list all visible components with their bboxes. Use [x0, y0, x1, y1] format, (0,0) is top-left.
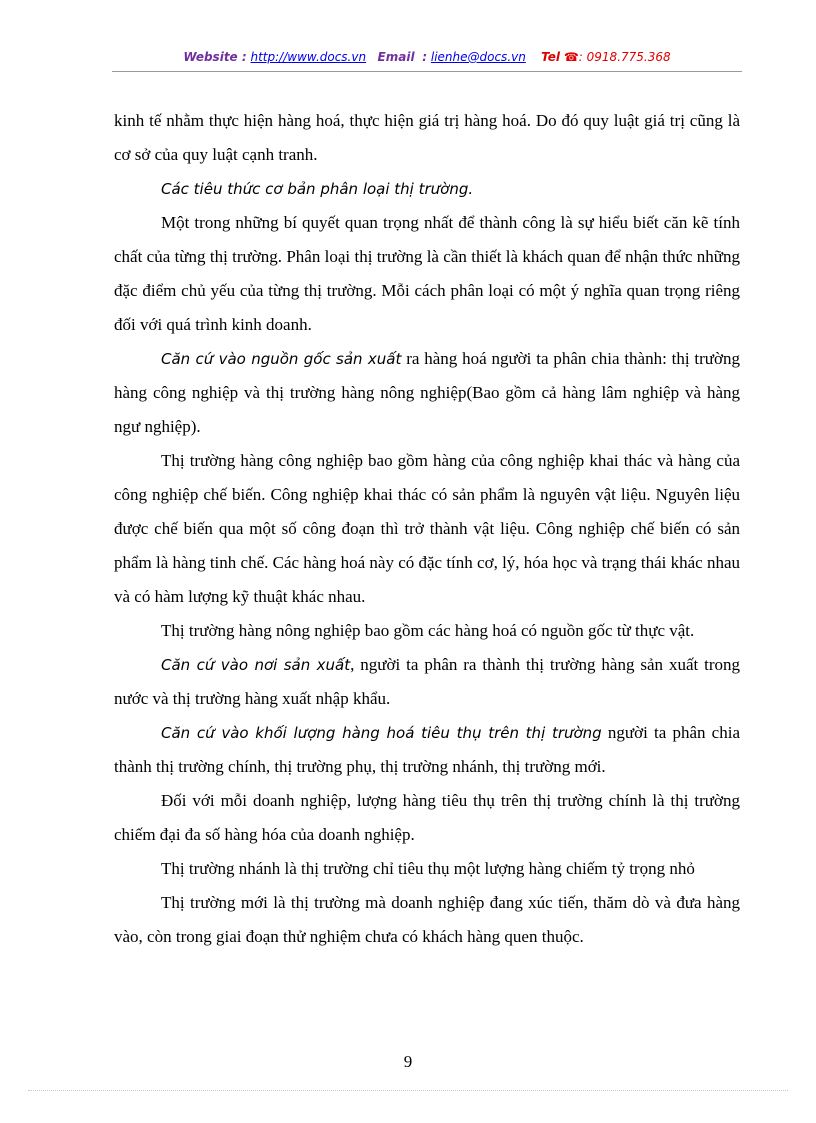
tel-label: Tel — [541, 50, 560, 64]
telephone-icon: ☎ — [563, 50, 579, 64]
page-number: 9 — [403, 1052, 413, 1071]
tel-colon: : — [578, 50, 583, 64]
paragraph-7 — [114, 648, 740, 716]
section-heading-text: Các tiêu thức cơ bản phân loại thị trường. — [161, 180, 474, 198]
email-label: Email — [377, 50, 415, 64]
tel-number: 0918.775.368 — [586, 50, 671, 64]
paragraph-7-italic: Căn cứ vào nơi sản xuất — [161, 656, 351, 674]
section-heading — [114, 172, 740, 206]
header-divider — [112, 71, 742, 72]
footer-divider — [28, 1090, 788, 1091]
paragraph-6: Thị trường hàng nông nghiệp bao gồm các hàng hoá có nguồn gốc từ thực vật. — [161, 621, 695, 640]
paragraph-7-text: , người ta phân ra thành thị trường hàng sản xuất trong nước và thị trường hàng xuất nhập khẩu. — [114, 655, 741, 708]
paragraph-8-text: người ta phân chia thành thị trường chính, thị trường phụ, thị trường nhánh, thị trường mới. — [114, 723, 740, 776]
paragraph-4-text: ra hàng hoá người ta phân chia thành: thị trường hàng công nghiệp và thị trường hàng nông nghiệp(Bao gồm cả hàng lâm nghiệp và hàng ngư nghiệp). — [114, 349, 740, 436]
page-header — [112, 50, 742, 64]
email-link[interactable]: lienhe@docs.vn — [430, 50, 526, 64]
paragraph-4 — [114, 342, 740, 444]
paragraph-10: Thị trường nhánh là thị trường chỉ tiêu thụ một lượng hàng chiếm tỷ trọng nhỏ — [161, 859, 695, 878]
website-link[interactable]: http://www.docs.vn — [250, 50, 367, 64]
paragraph-1: kinh tế nhằm thực hiện hàng hoá, thực hiện giá trị hàng hoá. Do đó quy luật giá trị cũng là cơ sở của quy luật cạnh tranh. — [114, 111, 740, 164]
paragraph-8 — [114, 716, 740, 784]
email-separator: : — [422, 50, 428, 64]
document-body — [114, 104, 740, 954]
paragraph-8-italic: Căn cứ vào khối lượng hàng hoá tiêu thụ trên thị trường — [161, 724, 602, 742]
website-label: Website : — [183, 50, 247, 64]
paragraph-4-italic: Căn cứ vào nguồn gốc sản xuất — [161, 350, 402, 368]
paragraph-5: Thị trường hàng công nghiệp bao gồm hàng của công nghiệp khai thác và hàng của công nghiệp chế biến. Công nghiệp khai thác có sản phẩm là nguyên vật liệu. Nguyên liệu được chế biến qua một số công đoạn thì trở thành vật liệu. Công nghiệp chế biến có sản phẩm là hàng tinh chế. Các hàng hoá này có đặc tính cơ, lý, hóa học và trạng thái khác nhau và có hàm lượng kỹ thuật khác nhau. — [114, 451, 740, 606]
paragraph-9: Đối với mỗi doanh nghiệp, lượng hàng tiêu thụ trên thị trường chính là thị trường chiếm đại đa số hàng hóa của doanh nghiệp. — [114, 791, 740, 844]
paragraph-3: Một trong những bí quyết quan trọng nhất để thành công là sự hiểu biết căn kẽ tính chất của từng thị trường. Phân loại thị trường là cần thiết là khách quan để nhận thức những đặc điểm chủ yếu của từng thị trường. Mỗi cách phân loại có một ý nghĩa quan trọng riêng đối với quá trình kinh doanh. — [114, 213, 740, 334]
paragraph-11: Thị trường mới là thị trường mà doanh nghiệp đang xúc tiến, thăm dò và đưa hàng vào, còn trong giai đoạn thử nghiệm chưa có khách hàng quen thuộc. — [114, 893, 740, 946]
